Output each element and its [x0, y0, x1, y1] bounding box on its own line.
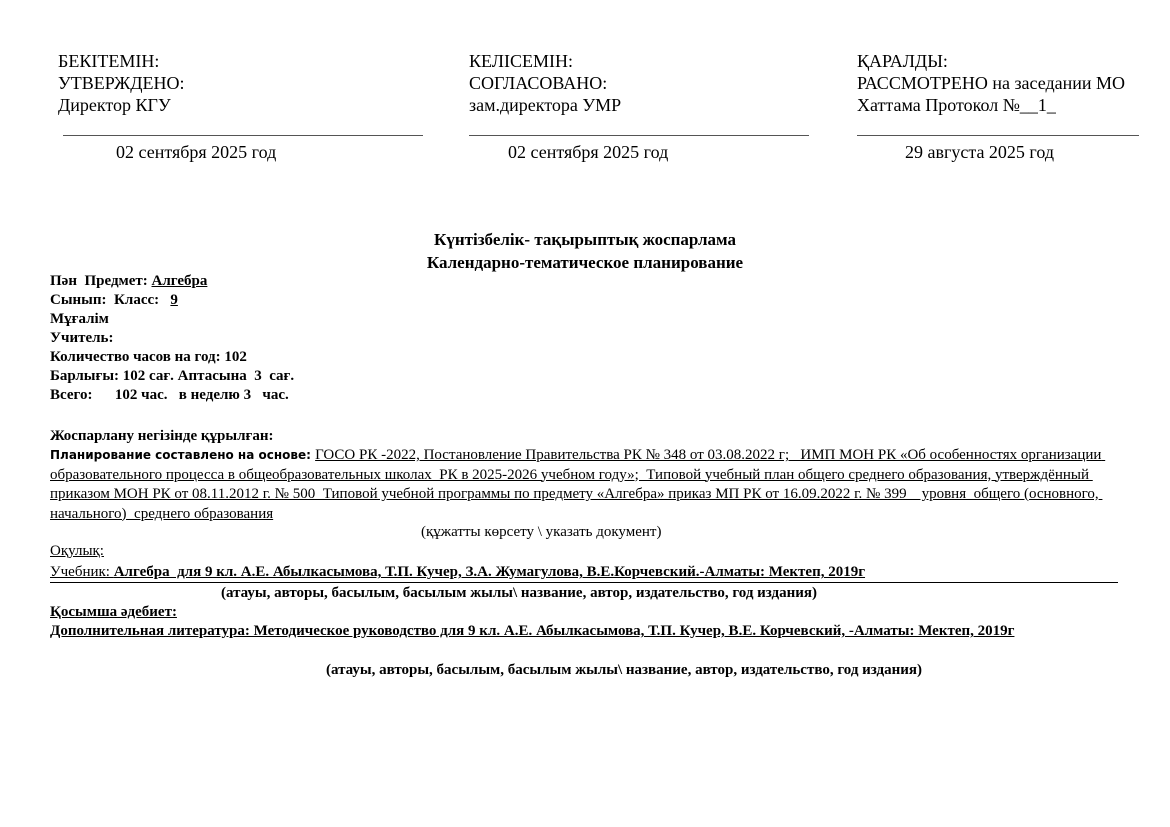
- signature-line-mo: [857, 135, 1139, 136]
- textbook-label: Учебник:: [50, 564, 114, 580]
- subject-value: Алгебра: [151, 273, 208, 289]
- basis-heading-kz: Жоспарлану негізінде құрылған:: [50, 428, 274, 444]
- textbook-heading-kz: Оқулық:: [50, 543, 104, 559]
- extra-literature-hint: (атауы, авторы, басылым, басылым жылы\ название, автор, издательство, год издания): [326, 662, 923, 678]
- extra-literature-heading-kz: Қосымша әдебиет:: [50, 604, 177, 620]
- total-hours-ru: Всего: 102 час. в неделю 3 час.: [50, 387, 289, 403]
- subject-label: Пән Предмет:: [50, 273, 152, 289]
- basis-label-ru: Планирование составлено на основе:: [50, 448, 316, 462]
- approval-date: 02 сентября 2025 год: [116, 142, 277, 162]
- hours-per-year: Количество часов на год: 102: [50, 349, 247, 365]
- course-info: [50, 272, 294, 405]
- approval-kz-label: БЕКІТЕМІН:: [58, 51, 160, 71]
- total-hours-kz: Барлығы: 102 сағ. Аптасына 3 сағ.: [50, 368, 295, 384]
- class-label: Сынып: Класс:: [50, 292, 171, 308]
- signature-line-deputy: [469, 135, 809, 136]
- class-value: 9: [170, 292, 178, 308]
- basis-hint: (құжатты көрсету \ указать документ): [421, 524, 662, 540]
- approval-kz-label: КЕЛІСЕМІН:: [469, 51, 573, 71]
- approval-approved: [58, 50, 185, 116]
- approval-date: 29 августа 2025 год: [905, 142, 1055, 162]
- textbook-value: Алгебра для 9 кл. А.Е. Абылкасымова, Т.П. Кучер, З.А. Жумагулова, В.Е.Корчевский.-Алматы: Мектеп, 2019г: [113, 564, 866, 580]
- teacher-kz-label: Мұғалім: [50, 311, 109, 327]
- approval-reviewed: [857, 50, 1125, 116]
- approval-agreed: [469, 50, 621, 116]
- class-row: [50, 291, 294, 310]
- textbook-row: [50, 563, 1118, 583]
- approval-kz-label: ҚАРАЛДЫ:: [857, 51, 948, 71]
- subject-row: [50, 272, 294, 291]
- signature-line-director: [63, 135, 423, 136]
- approval-position: зам.директора УМР: [469, 95, 622, 115]
- approval-position: Директор КГУ: [58, 95, 171, 115]
- approval-position: Хаттама Протокол №__1_: [857, 95, 1056, 115]
- basis-paragraph: [50, 446, 1120, 524]
- basis-documents: ГОСО РК -2022, Постановление Правительства РК № 348 от 03.08.2022 г; ИМП МОН РК «Об особенностях организации образовательного процесса в общеобразовательных школах РК в 2025-2026 учебном году»; Типовой учебный план общего среднего образования, утверждённый приказом МОН РК от 08.11.2012 г. № 500 Типовой учебной программы по предмету «Алгебра» приказ МП РК от 16.09.2022 г. № 399 уровня общего (основного, начального) среднего образования: [50, 447, 1106, 522]
- approval-ru-label: РАССМОТРЕНО на заседании МО: [857, 73, 1126, 93]
- extra-literature-value: Дополнительная литература: Методическое руководство для 9 кл. А.Е. Абылкасымова, Т.П. Кучер, В.Е. Корчевский, -Алматы: Мектеп, 2019г: [50, 623, 1015, 639]
- textbook-hint: (атауы, авторы, басылым, басылым жылы\ название, автор, издательство, год издания): [221, 585, 818, 601]
- approval-date: 02 сентября 2025 год: [508, 142, 669, 162]
- approval-ru-label: УТВЕРЖДЕНО:: [58, 73, 185, 93]
- teacher-ru-label: Учитель:: [50, 330, 114, 346]
- document-title-ru: Календарно-тематическое планирование: [426, 253, 744, 272]
- approval-ru-label: СОГЛАСОВАНО:: [469, 73, 608, 93]
- document-title-kz: Күнтізбелік- тақырыптық жоспарлама: [434, 230, 736, 249]
